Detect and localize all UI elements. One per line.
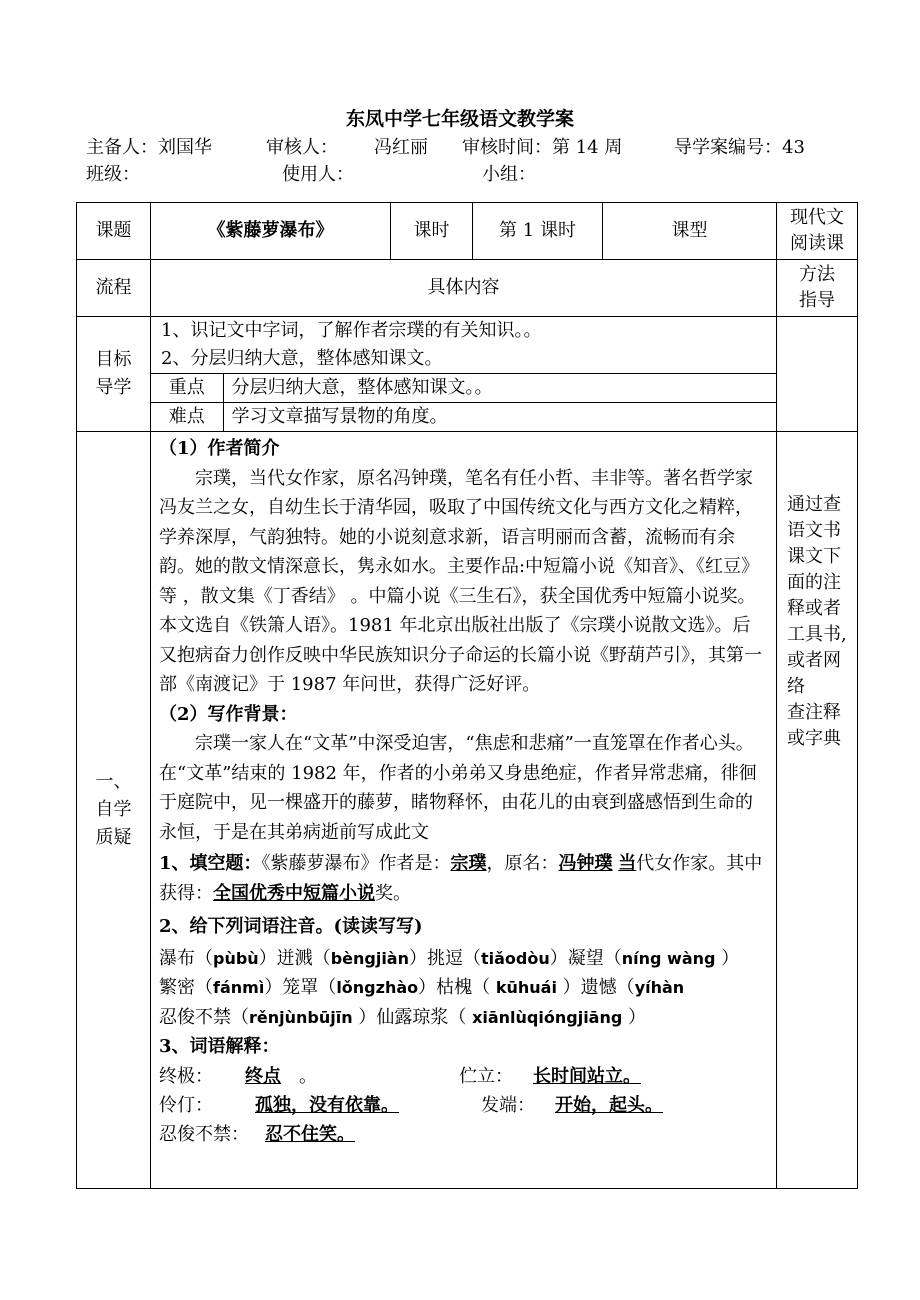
background-heading: （2）写作背景： — [159, 703, 298, 725]
q1-answer-2: 冯钟璞 — [558, 853, 613, 874]
goals-label-line1: 目标 — [95, 349, 132, 370]
period-value: 第 1 课时 — [473, 203, 603, 260]
user-label: 使用人： — [282, 164, 354, 185]
q2-word-3: ）挑逗（ — [409, 947, 481, 969]
q3-answer-5: 忍不住笑。 — [265, 1123, 355, 1145]
preparer: 主备人：刘国华 — [86, 137, 212, 158]
lesson-table — [76, 202, 858, 1189]
topic-value: 《紫藤萝瀑布》 — [151, 203, 391, 260]
self-study-content — [151, 432, 777, 1189]
q2-word-10: ）仙露琼浆（ — [352, 1006, 473, 1028]
reviewer-label: 审核人： — [266, 137, 338, 158]
q3-answer-2: 长时间站立。 — [533, 1065, 641, 1087]
method-guide-line1: 通过查 — [787, 494, 841, 515]
method-guide-line4: 面的注 — [787, 572, 841, 593]
q2-pinyin-10: xiānlùqióngjiāng — [472, 1007, 623, 1027]
plan-number: 导学案编号：43 — [674, 137, 805, 158]
goals-method — [777, 317, 858, 432]
q1-text-a: 《紫藤萝瀑布》作者是： — [261, 853, 451, 874]
background-text: 宗璞一家人在“文革”中深受迫害，“焦虑和悲痛”一直笼罩在作者心头。在“文革”结束的 1982 年，作者的小弟弟又身患绝症，作者异常悲痛，徘徊于庭院中，见一棵盛开的藤萝，睹物释怀，由花儿的由衰到盛感悟到生命的永恒，于是在其弟病逝前写成此文 — [159, 733, 757, 843]
q3-word-5: 忍俊不禁： — [159, 1123, 249, 1145]
q2-word-2: ）迸溅（ — [258, 947, 331, 969]
flow-label: 流程 — [77, 260, 151, 317]
goals-subtable — [151, 373, 776, 431]
goals-label-line2: 导学 — [95, 377, 132, 398]
q1-text-b: ，原名： — [486, 853, 559, 874]
q2-pinyin-4: níng wàng — [621, 948, 716, 968]
question-3-heading: 3、词语解释： — [159, 1036, 280, 1057]
difficulty-label: 难点 — [151, 403, 223, 432]
period-label: 课时 — [391, 203, 473, 260]
q1-answer-3: 当 — [618, 853, 637, 874]
method-guide — [777, 432, 858, 1189]
q2-word-8: ）遗憾（ — [556, 977, 635, 998]
key-point-label: 重点 — [151, 374, 223, 403]
method-guide-line10: 或字典 — [787, 728, 841, 749]
method-guide-line7: 或者网 — [787, 650, 841, 671]
q2-pinyin-9: rěnjùnbūjīn — [249, 1007, 353, 1027]
method-guide-line8: 络 — [787, 676, 805, 697]
method-label — [777, 260, 858, 317]
goals-content — [151, 317, 777, 432]
q3-row-1 — [159, 1062, 768, 1091]
self-study-label-line2: 自学 — [95, 799, 132, 820]
type-label: 课型 — [603, 203, 777, 260]
q3-word-3: 伶仃： — [159, 1094, 213, 1116]
question-1 — [159, 849, 768, 908]
goals-label — [77, 317, 151, 432]
q1-answer-1: 宗璞 — [450, 853, 487, 874]
difficulty-text: 学习文章描写景物的角度。 — [223, 403, 776, 432]
method-guide-line3: 课文下 — [787, 546, 841, 567]
key-point-text: 分层归纳大意，整体感知课文。。 — [223, 374, 776, 403]
question-2-line-3 — [159, 1003, 768, 1033]
q2-word-5: 繁密（ — [159, 977, 213, 998]
question-2-line-1 — [159, 944, 768, 974]
method-line1: 方法 — [799, 264, 835, 285]
q3-answer-1: 终点 — [245, 1065, 281, 1087]
type-line1: 现代文 — [790, 207, 844, 228]
q2-word-1: 瀑布（ — [159, 947, 213, 969]
q3-answer-4: 开始，起头。 — [555, 1094, 663, 1116]
topic-label: 课题 — [77, 203, 151, 260]
group-label: 小组： — [482, 164, 536, 185]
q2-pinyin-8: yíhàn — [634, 978, 685, 997]
q3-word-1: 终极： — [159, 1065, 213, 1087]
q1-prefix: 1、填空题： — [159, 853, 262, 874]
q2-word-6: ）笼罩（ — [264, 977, 337, 998]
q2-pinyin-6: lǒngzhào — [336, 978, 419, 997]
q3-word-4: 发端： — [481, 1094, 535, 1116]
q2-pinyin-5: fánmì — [213, 978, 265, 997]
q3-row-3 — [159, 1120, 768, 1149]
self-study-label — [77, 432, 151, 1189]
q2-pinyin-3: tiǎodòu — [481, 948, 550, 968]
q2-pinyin-2: bèngjiàn — [330, 948, 409, 968]
question-2-heading: 2、给下列词语注音。(读读写写) — [159, 916, 423, 937]
method-guide-line9: 查注释 — [787, 702, 841, 723]
q1-text-e: 奖。 — [375, 882, 411, 904]
q1-answer-4: 全国优秀中短篇小说 — [213, 882, 375, 904]
self-study-label-line1: 一、 — [95, 771, 132, 792]
goal-item-2: 2、分层归纳大意，整体感知课文。 — [161, 348, 443, 369]
q3-row-2 — [159, 1091, 768, 1120]
class-label: 班级： — [86, 164, 140, 185]
author-text: 宗璞，当代女作家，原名冯钟璞，笔名有任小哲、丰非等。著名哲学家冯友兰之女，自幼生长于清华园，吸取了中国传统文化与西方文化之精粹，学养深厚，气韵独特。她的小说刻意求新，语言明丽而含蓄，流畅而有余韵。她的散文情深意长，隽永如水。主要作品:中短篇小说《知音》、《红豆》等 ，散文集《丁香结》 。中篇小说《三生石》，获全国优秀中短篇小说奖。 本文选自《铁箫人语》。1981 年北京出版社出版了《宗璞小说散文选》。后又抱病奋力创作反映中华民族知识分子命运的长篇小说《野葫芦引》，其第一部《南渡记》于 1987 年问世，获得广泛好评。 — [159, 467, 762, 695]
q2-close-1: ） — [715, 947, 740, 969]
type-line2: 阅读课 — [790, 233, 844, 254]
q1-text-d: 代女作家。其中获得： — [159, 853, 763, 904]
review-time: 审核时间：第 14 周 — [462, 137, 623, 158]
reviewer-name: 冯红丽 — [374, 137, 428, 158]
author-heading: （1）作者简介 — [159, 438, 280, 459]
content-label: 具体内容 — [151, 260, 777, 317]
q3-answer-3: 孤独，没有依靠。 — [255, 1094, 399, 1116]
q2-pinyin-1: pùbù — [213, 948, 259, 968]
method-guide-line2: 语文书 — [787, 520, 841, 541]
self-study-label-line3: 质疑 — [95, 827, 132, 848]
q3-punct-1: 。 — [299, 1065, 317, 1087]
method-guide-line6: 工具书, — [787, 624, 847, 645]
page-title: 东凤中学七年级语文教学案 — [345, 108, 574, 130]
q2-word-7: ）枯槐（ — [418, 977, 496, 998]
q2-word-4: ）凝望（ — [549, 947, 622, 969]
method-guide-line5: 释或者 — [787, 598, 841, 619]
q2-pinyin-7: kūhuái — [495, 978, 557, 997]
goal-item-1: 1、识记文中字词，了解作者宗璞的有关知识。。 — [161, 320, 542, 341]
question-2-line-2 — [159, 973, 768, 1003]
method-line2: 指导 — [799, 290, 835, 311]
type-value — [777, 203, 858, 260]
q3-word-2: 伫立： — [459, 1065, 513, 1087]
q2-close-3: ） — [622, 1006, 647, 1028]
q2-word-9: 忍俊不禁（ — [159, 1006, 249, 1028]
